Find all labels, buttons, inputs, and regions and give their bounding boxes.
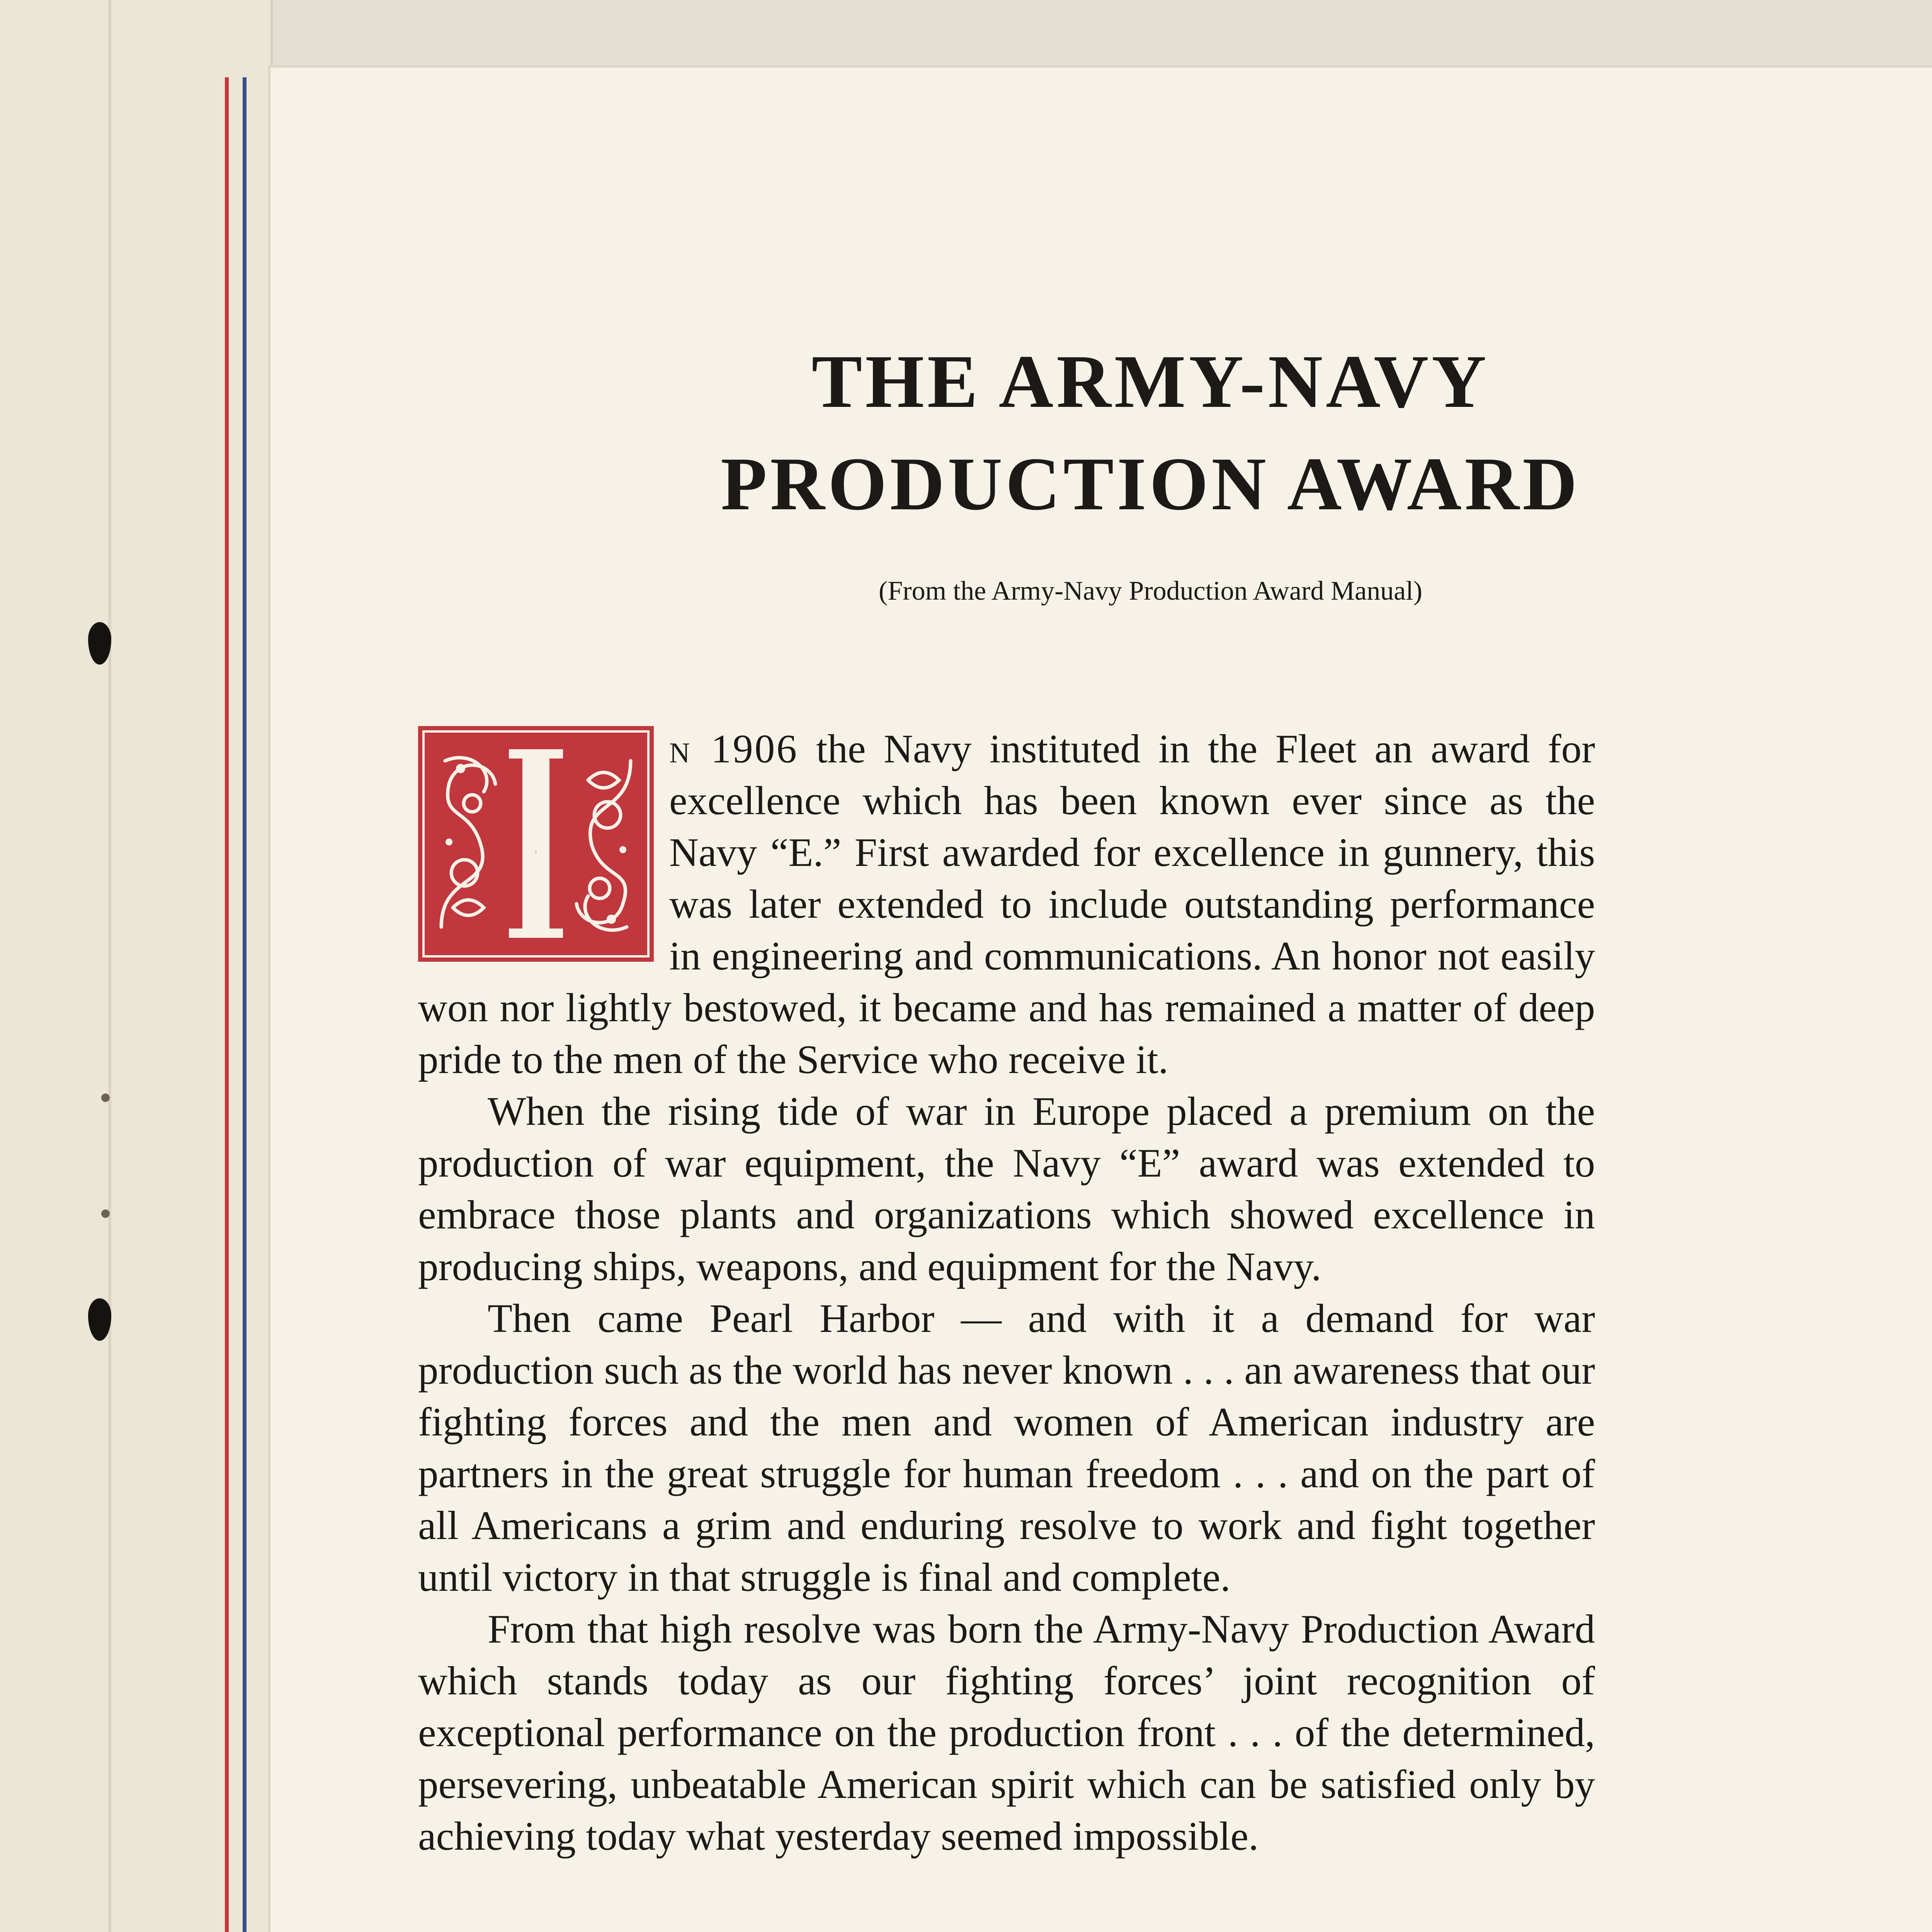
title-line-1: THE ARMY-NAVY <box>811 340 1490 423</box>
paragraph-2: When the rising tide of war in Europe placed a premium on the production of war equipment, the Navy “E” award was extended to embrace those plants and organizations which showed excellence in producing ships, weapons, and equipment for the Navy. <box>418 1088 1595 1289</box>
folder-board <box>0 0 273 1932</box>
page-title <box>270 330 1932 535</box>
paragraph-1 <box>418 723 1595 1085</box>
punch-hole-top <box>88 622 111 665</box>
body-text <box>418 723 1595 1862</box>
title-line-2: PRODUCTION AWARD <box>721 442 1580 526</box>
blue-binding-stripe <box>243 77 247 1932</box>
page-subtitle: (From the Army-Navy Production Award Manual) <box>879 576 1422 606</box>
folder-crease <box>108 0 111 1932</box>
document-page <box>270 68 1932 1932</box>
paragraph-1-lead: n 1906 <box>669 726 798 771</box>
drop-cap-letter: I <box>535 850 537 855</box>
drop-cap-ornament-icon <box>418 726 654 962</box>
paragraph-1-text: the Navy instituted in the Fleet an award for excellence which has been known ever since as the Navy “E.” First awarded for excellence in gunnery, this was later extended to include outstanding performance in engineering and communications. An honor not easily won nor lightly bestowed, it became and has remained a matter of deep pride to the men of the Service who receive it. <box>418 726 1595 1082</box>
paragraph-3: Then came Pearl Harbor — and with it a demand for war production such as the world has never known . . . an awareness that our fighting forces and the men and women of American industry are partners in the great struggle for human freedom . . . and on the part of all Americans a grim and enduring resolve to work and fight together until victory in that struggle is final and complete. <box>418 1296 1595 1600</box>
binding-nick <box>101 1094 110 1102</box>
paragraph-4: From that high resolve was born the Army-Navy Production Award which stands today as our fighting forces’ joint recognition of exceptional performance on the production front . . . of the determined, persevering, unbeatable American spirit which can be satisfied only by achieving today what yesterday seemed impossible. <box>418 1606 1595 1859</box>
red-binding-stripe <box>225 77 229 1932</box>
punch-hole-middle <box>88 1298 111 1341</box>
binding-nick <box>101 1209 110 1218</box>
